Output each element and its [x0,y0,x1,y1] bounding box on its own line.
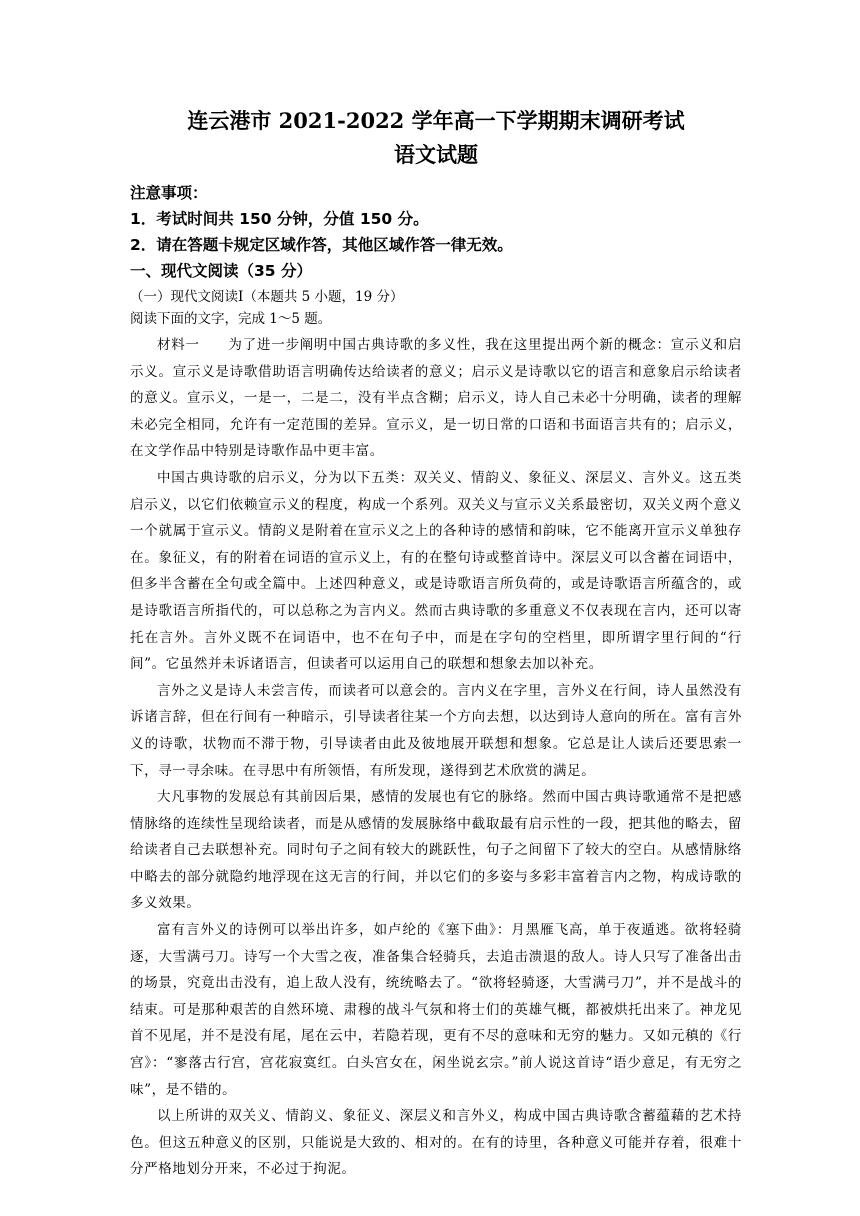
material-paragraph-6: 以上所讲的双关义、情韵义、象征义、深层义和言外义，构成中国古典诗歌含蓄蕴藉的艺术持色。但这五种意义的区别，只能说是大致的、相对的。在有的诗里，各种意义可能并存着，很难十分严格地划分开来，不必过于拘泥。 [130,1108,742,1178]
section-heading: 一、现代文阅读（35 分） [130,262,312,280]
page-subtitle: 语文试题 [394,142,478,167]
part-heading: （一）现代文阅读Ⅰ（本题共 5 小题，19 分） [130,289,404,305]
material-label: 材料一 [157,337,200,353]
material-paragraph-5: 富有言外义的诗例可以举出许多，如卢纶的《塞下曲》：月黑雁飞高，单于夜遁逃。欲将轻骑逐，大雪满弓刀。诗写一个大雪之夜，准备集合轻骑兵，去追击溃退的敌人。诗人只写了准备出击的场景，究竟出击没有，追上敌人没有，统统略去了。“欲将轻骑逐，大雪满弓刀”，并不是战斗的结束。可是那种艰苦的自然环境、肃穆的战斗气氛和将士们的英雄气概，都被烘托出来了。神龙见首不见尾，并不是没有尾，尾在云中，若隐若现，更有不尽的意味和无穷的魅力。又如元稹的《行宫》：“寥落古行宫，宫花寂寞红。白头宫女在，闲坐说玄宗。”前人说这首诗“语少意足，有无穷之味”，是不错的。 [130,922,742,1098]
material-paragraph-1: 材料一 为了进一步阐明中国古典诗歌的多义性，我在这里提出两个新的概念：宣示义和启示义。宣示义是诗歌借助语言明确传达给读者的意义；启示义是诗歌以它的语言和意象启示给读者的意义。宣示义，一是一，二是二，没有半点含糊；启示义，诗人自己未必十分明确，读者的理解未必完全相同，允许有一定范围的差异。宣示义，是一切日常的口语和书面语言共有的；启示义，在文学作品中特别是诗歌作品中更丰富。 [130,337,742,460]
notice-heading: 注意事项： [130,184,208,202]
notice-item-time: 1．考试时间共 150 分钟，分值 150 分。 [130,210,429,228]
page-title: 连云港市 2021-2022 学年高一下学期期末调研考试 [187,108,685,133]
reading-instruction: 阅读下面的文字，完成 1～5 题。 [130,311,332,327]
material-paragraph-4: 大凡事物的发展总有其前因后果，感情的发展也有它的脉络。然而中国古典诗歌通常不是把感情脉络的连续性呈现给读者，而是从感情的发展脉络中截取最有启示性的一段，把其他的略去，留给读者自己去联想补充。同时句子之间有较大的跳跃性，句子之间留下了较大的空白。从感情脉络中略去的部分就隐约地浮现在这无言的行间，并以它们的多姿与多彩丰富着言内之物，构成诗歌的多义效果。 [130,789,742,912]
material-paragraph-2: 中国古典诗歌的启示义，分为以下五类：双关义、情韵义、象征义、深层义、言外义。这五类启示义，以它们依赖宣示义的程度，构成一个系列。双关义与宣示义关系最密切，双关义两个意义一个就属于宣示义。情韵义是附着在宣示义之上的各种诗的感情和韵味，它不能离开宣示义单独存在。象征义，有的附着在词语的宣示义上，有的在整句诗或整首诗中。深层义可以含蓄在词语中，但多半含蓄在全句或全篇中。上述四种意义，或是诗歌语言所负荷的，或是诗歌语言所蕴含的，或是诗歌语言所指代的，可以总称之为言内义。然而古典诗歌的多重意义不仅表现在言内，还可以寄托在言外。言外义既不在词语中，也不在句子中，而是在字句的空档里，即所谓字里行间的“行间”。它虽然并未诉诸语言，但读者可以运用自己的联想和想象去加以补充。 [130,469,742,673]
notice-item-answer-area: 2．请在答题卡规定区域作答，其他区域作答一律无效。 [130,236,513,254]
material-paragraph-3: 言外之义是诗人未尝言传，而读者可以意会的。言内义在字里，言外义在行间，诗人虽然没有诉诸言辞，但在行间有一种暗示，引导读者往某一个方向去想，以达到诗人意向的所在。富有言外义的诗歌，状物而不滞于物，引导读者由此及彼地展开联想和想象。它总是让人读后还要思索一下，寻一寻余味。在寻思中有所领悟，有所发现，遂得到艺术欣赏的满足。 [130,682,742,779]
